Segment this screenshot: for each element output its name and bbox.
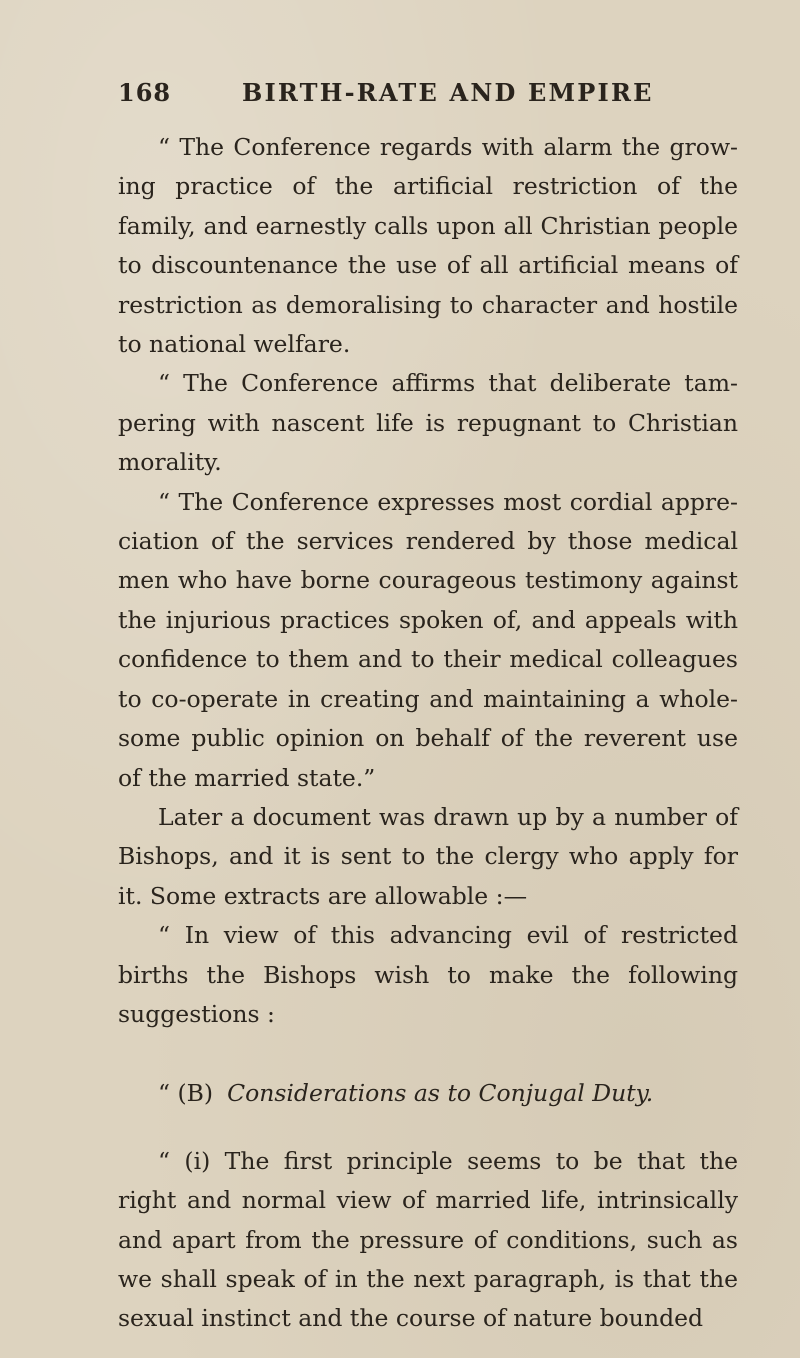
page-header xyxy=(118,78,678,118)
paragraph-conference-alarm: “ The Conference regards with alarm the grow-ing practice of the artificial restriction of the family, and earnestly calls upon all Christian people to discountenance the use of all artificial means of restriction as demoralising to character and hostile to national welfare. xyxy=(118,133,738,359)
paragraph-first-principle: “ (i) The first principle seems to be that the right and normal view of married life, intrinsically and apart from the pressure of conditions, such as we shall speak of in the next paragraph, is that the sexual instinct and the course of nature bounded xyxy=(118,1146,738,1333)
paragraph-bishops-document: Later a document was drawn up by a number of Bishops, and it is sent to the clergy who apply for it. Some extracts are allowable :— xyxy=(118,802,738,910)
subheading-label: “ (B) xyxy=(158,1079,214,1108)
section-subheading xyxy=(118,1074,738,1113)
page-number: 168 xyxy=(118,78,172,107)
paragraph-conference-affirms: “ The Conference affirms that deliberate tam-pering with nascent life is repugnant to Christian morality. xyxy=(118,369,738,477)
running-title: BIRTH-RATE AND EMPIRE xyxy=(242,78,654,107)
paragraph-conference-appreciation: “ The Conference expresses most cordial appre-ciation of the services rendered by those medical men who have borne courageous testimony against the injurious practices spoken of, and appeals with confidence to them and to their medical colleagues to co-operate in creating and maintaining a whole-some public opinion on behalf of the reverent use of the married state.” xyxy=(118,487,738,792)
paragraph-restricted-births: “ In view of this advancing evil of restricted births the Bishops wish to make the following suggestions : xyxy=(118,921,738,1028)
subheading-title: Considerations as to Conjugal Duty. xyxy=(227,1079,654,1108)
body-text xyxy=(118,128,738,1339)
